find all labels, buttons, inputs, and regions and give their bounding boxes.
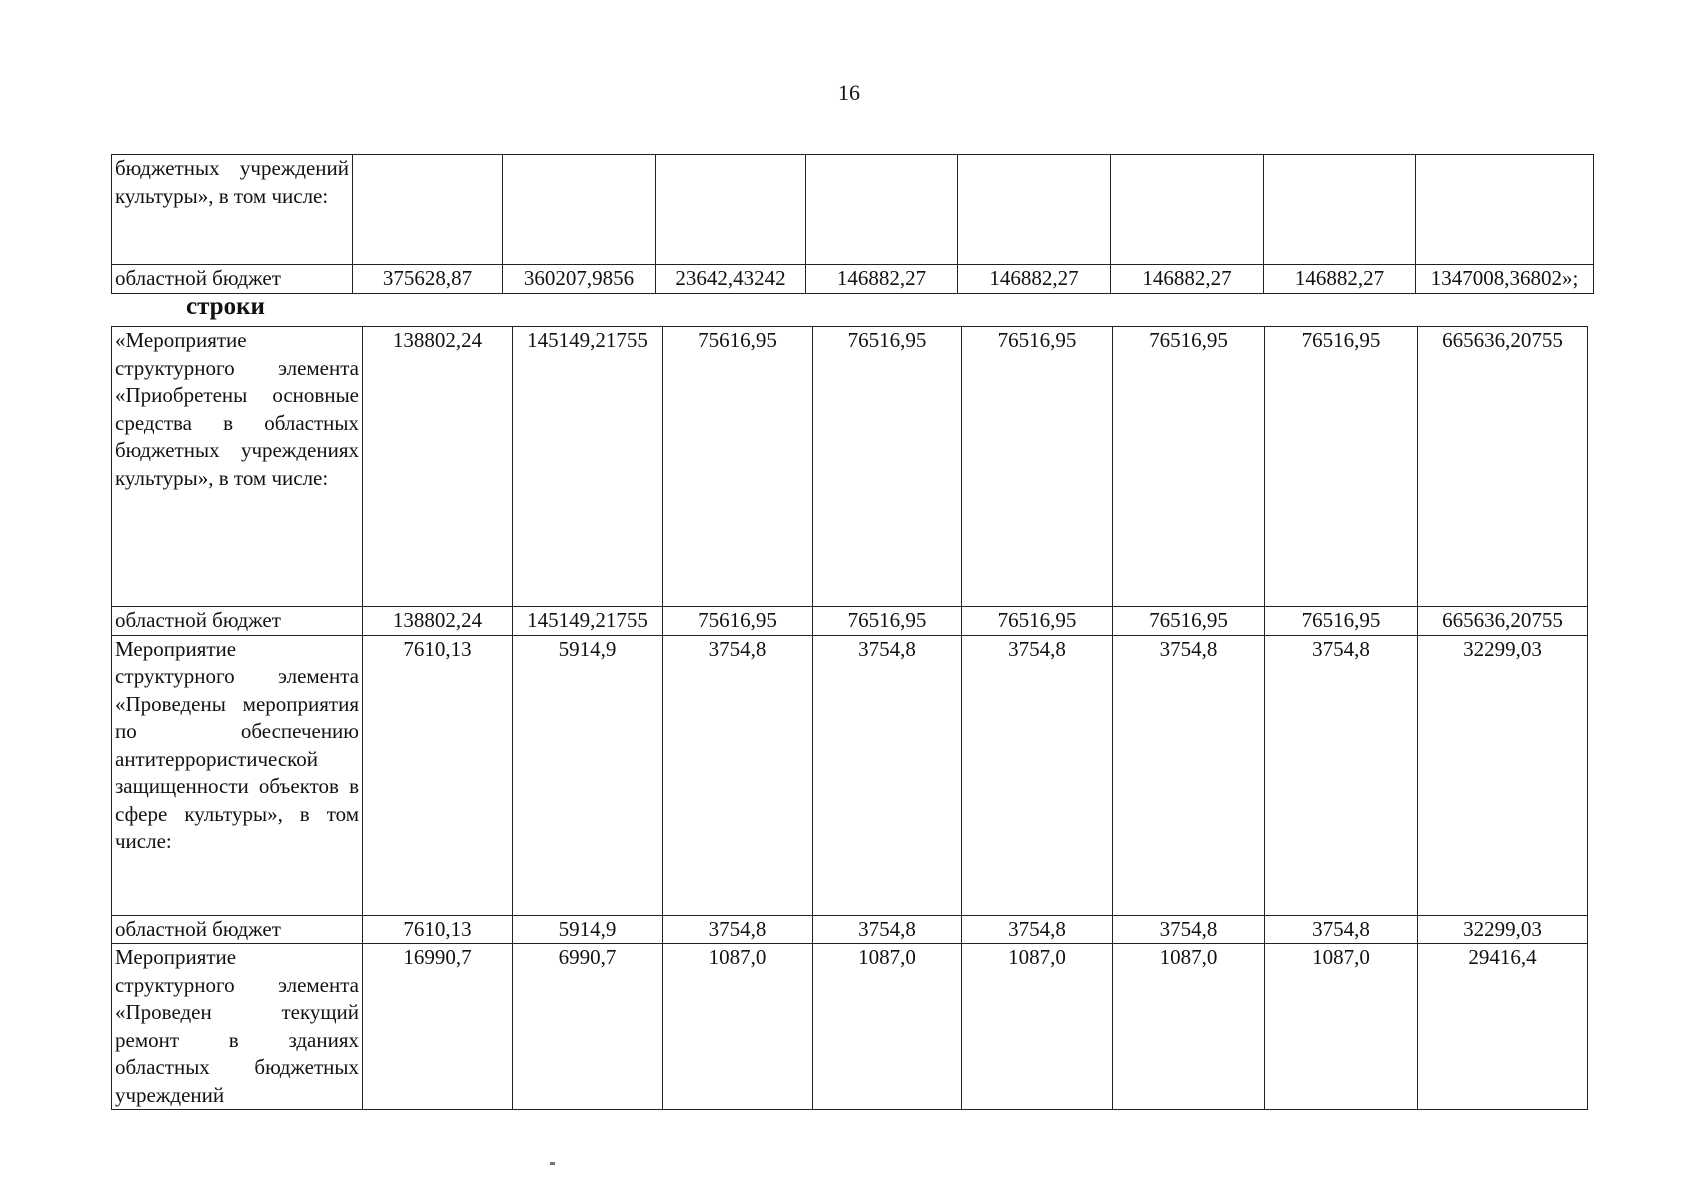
value-cell: 145149,21755 bbox=[513, 607, 663, 636]
row-label: Мероприятие структурного элемента «Проведен текущий ремонт в зданиях областных бюджетных учреждений bbox=[112, 944, 363, 1110]
value-cell: 145149,21755 bbox=[513, 327, 663, 607]
value-cell: 1087,0 bbox=[813, 944, 962, 1110]
value-cell: 16990,7 bbox=[363, 944, 513, 1110]
value-cell: 76516,95 bbox=[813, 607, 962, 636]
value-cell: 375628,87 bbox=[353, 265, 503, 294]
section-caption: строки bbox=[186, 293, 265, 320]
value-cell: 5914,9 bbox=[513, 635, 663, 915]
value-cell: 76516,95 bbox=[1265, 327, 1418, 607]
value-cell: 360207,9856 bbox=[503, 265, 656, 294]
value-cell: 1347008,36802»; bbox=[1416, 265, 1594, 294]
value-cell bbox=[1264, 155, 1416, 265]
value-cell: 32299,03 bbox=[1418, 915, 1588, 944]
page-number: 16 bbox=[838, 80, 860, 105]
table-row bbox=[112, 607, 1588, 636]
value-cell bbox=[806, 155, 958, 265]
row-label: областной бюджет bbox=[112, 265, 353, 294]
value-cell bbox=[1416, 155, 1594, 265]
value-cell: 76516,95 bbox=[1113, 607, 1265, 636]
row-label: областной бюджет bbox=[112, 607, 363, 636]
value-cell: 3754,8 bbox=[663, 635, 813, 915]
value-cell: 3754,8 bbox=[962, 915, 1113, 944]
row-label: областной бюджет bbox=[112, 915, 363, 944]
value-cell bbox=[503, 155, 656, 265]
value-cell bbox=[353, 155, 503, 265]
value-cell: 75616,95 bbox=[663, 607, 813, 636]
row-label: «Мероприятие структурного элемента «Приобретены основные средства в областных бюджетных учреждениях культуры», в том числе: bbox=[112, 327, 363, 607]
table-row bbox=[112, 915, 1588, 944]
value-cell: 5914,9 bbox=[513, 915, 663, 944]
value-cell: 23642,43242 bbox=[656, 265, 806, 294]
value-cell: 1087,0 bbox=[663, 944, 813, 1110]
value-cell: 76516,95 bbox=[1113, 327, 1265, 607]
value-cell: 138802,24 bbox=[363, 607, 513, 636]
table-row bbox=[112, 327, 1588, 607]
value-cell: 3754,8 bbox=[813, 915, 962, 944]
value-cell: 146882,27 bbox=[958, 265, 1111, 294]
value-cell: 1087,0 bbox=[962, 944, 1113, 1110]
scan-speck bbox=[550, 1162, 555, 1165]
value-cell: 7610,13 bbox=[363, 915, 513, 944]
value-cell: 3754,8 bbox=[1113, 635, 1265, 915]
value-cell: 32299,03 bbox=[1418, 635, 1588, 915]
value-cell: 665636,20755 bbox=[1418, 607, 1588, 636]
value-cell: 29416,4 bbox=[1418, 944, 1588, 1110]
value-cell: 76516,95 bbox=[1265, 607, 1418, 636]
table-row bbox=[112, 635, 1588, 915]
value-cell: 146882,27 bbox=[806, 265, 958, 294]
value-cell: 6990,7 bbox=[513, 944, 663, 1110]
value-cell: 3754,8 bbox=[813, 635, 962, 915]
table-row bbox=[112, 155, 1594, 265]
value-cell: 3754,8 bbox=[962, 635, 1113, 915]
value-cell: 146882,27 bbox=[1111, 265, 1264, 294]
value-cell bbox=[1111, 155, 1264, 265]
value-cell: 3754,8 bbox=[1113, 915, 1265, 944]
value-cell: 76516,95 bbox=[962, 607, 1113, 636]
value-cell: 1087,0 bbox=[1265, 944, 1418, 1110]
row-label: бюджетных учреждений культуры», в том числе: bbox=[112, 155, 353, 265]
value-cell bbox=[656, 155, 806, 265]
value-cell: 1087,0 bbox=[1113, 944, 1265, 1110]
value-cell: 7610,13 bbox=[363, 635, 513, 915]
budget-table-continued bbox=[111, 154, 1594, 294]
value-cell: 665636,20755 bbox=[1418, 327, 1588, 607]
value-cell bbox=[958, 155, 1111, 265]
table-row bbox=[112, 265, 1594, 294]
table-row bbox=[112, 944, 1588, 1110]
value-cell: 3754,8 bbox=[1265, 915, 1418, 944]
value-cell: 75616,95 bbox=[663, 327, 813, 607]
row-label: Мероприятие структурного элемента «Проведены мероприятия по обеспечению антитеррористической защищенности объектов в сфере культуры», в том числе: bbox=[112, 635, 363, 915]
value-cell: 76516,95 bbox=[962, 327, 1113, 607]
budget-table-main bbox=[111, 326, 1588, 1110]
value-cell: 3754,8 bbox=[1265, 635, 1418, 915]
value-cell: 3754,8 bbox=[663, 915, 813, 944]
value-cell: 76516,95 bbox=[813, 327, 962, 607]
value-cell: 146882,27 bbox=[1264, 265, 1416, 294]
value-cell: 138802,24 bbox=[363, 327, 513, 607]
